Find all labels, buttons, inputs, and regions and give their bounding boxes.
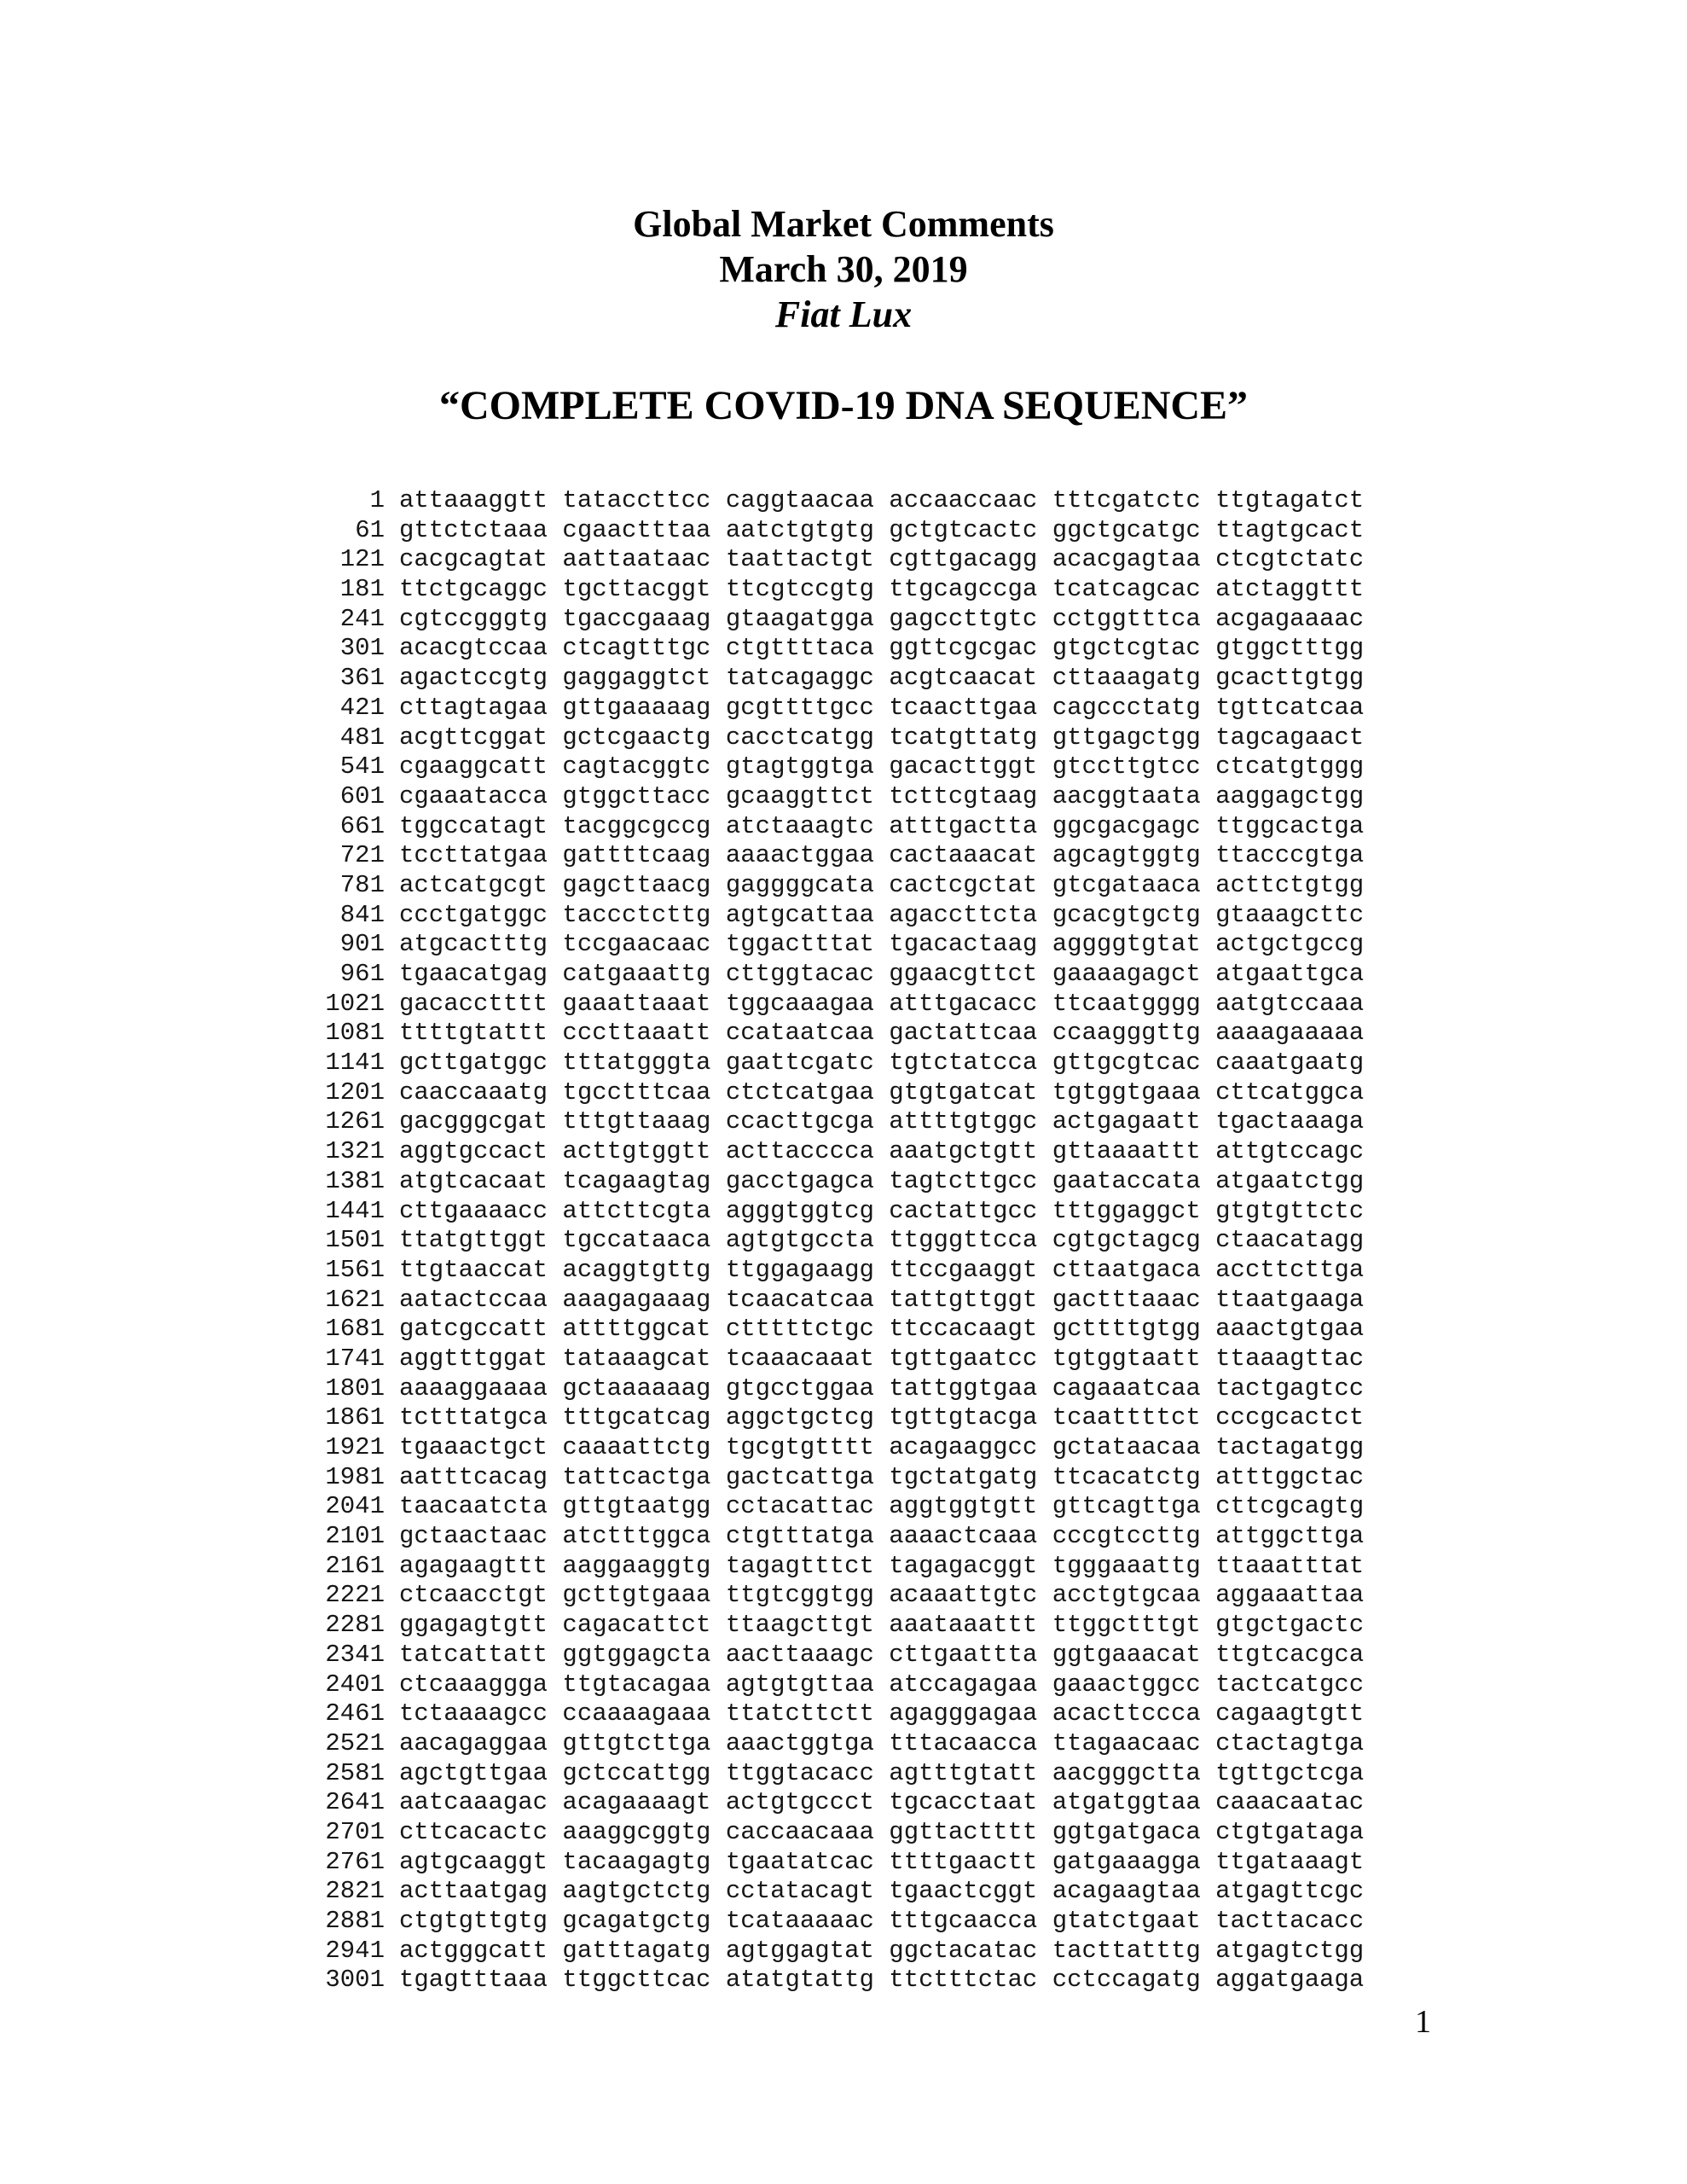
line-number: 841: [339, 900, 385, 929]
line-number: 1021: [325, 989, 385, 1018]
sequence-line: [324, 545, 1364, 575]
sequence-line: [324, 871, 1364, 901]
line-sequence: tatcattatt ggtggagcta aacttaaagc cttgaattta ggtgaaacat ttgtcacgca: [399, 1640, 1365, 1669]
line-sequence: tgaaactgct caaaattctg tgcgtgtttt acagaaggcc gctataacaa tactagatgg: [399, 1433, 1365, 1461]
line-number: 901: [339, 930, 385, 959]
line-sequence: ctcaacctgt gcttgtgaaa ttgtcggtgg acaaattgtc acctgtgcaa aggaaattaa: [399, 1581, 1365, 1610]
line-sequence: acgttcggat gctcgaactg cacctcatgg tcatgttatg gttgagctgg tagcagaact: [399, 723, 1365, 752]
line-sequence: ttgtaaccat acaggtgttg ttggagaagg ttccgaaggt cttaatgaca accttcttga: [399, 1255, 1365, 1284]
line-sequence: ccctgatggc taccctcttg agtgcattaa agaccttcta gcacgtgctg gtaaagcttc: [399, 900, 1365, 929]
line-sequence: cgtccgggtg tgaccgaaag gtaagatgga gagccttgtc cctggtttca acgagaaaac: [399, 604, 1365, 633]
sequence-line: [324, 1552, 1364, 1582]
line-sequence: tctttatgca tttgcatcag aggctgctcg tgttgtacga tcaattttct cccgcactct: [399, 1403, 1365, 1432]
sequence-line: [324, 516, 1364, 546]
sequence-line: [324, 1403, 1364, 1433]
line-sequence: tggccatagt tacggcgccg atctaaagtc atttgactta ggcgacgagc ttggcactga: [399, 811, 1365, 840]
doc-motto: Fiat Lux: [774, 293, 913, 335]
line-sequence: ttctgcaggc tgcttacggt ttcgtccgtg ttgcagccga tcatcagcac atctaggttt: [399, 575, 1365, 604]
line-sequence: gacacctttt gaaattaaat tggcaaagaa atttgacacc ttcaatgggg aatgtccaaa: [399, 989, 1365, 1018]
line-sequence: gacgggcgat tttgttaaag ccacttgcga attttgtggc actgagaatt tgactaaaga: [399, 1107, 1365, 1136]
sequence-block: [324, 486, 1364, 1995]
line-sequence: actgggcatt gatttagatg agtggagtat ggctacatac tacttatttg atgagtctgg: [399, 1936, 1365, 1965]
sequence-line: [324, 1107, 1364, 1137]
sequence-line: [324, 1492, 1364, 1522]
sequence-line: [324, 1463, 1364, 1493]
line-number: 2521: [325, 1728, 385, 1757]
line-sequence: gctaactaac atctttggca ctgtttatga aaaactcaaa cccgtccttg attggcttga: [399, 1522, 1365, 1551]
line-sequence: agactccgtg gaggaggtct tatcagaggc acgtcaacat cttaaagatg gcacttgtgg: [399, 664, 1365, 693]
line-number: 2101: [325, 1522, 385, 1551]
line-number: 421: [339, 693, 385, 722]
sequence-line: [324, 1877, 1364, 1907]
line-number: 481: [339, 723, 385, 752]
line-number: 2881: [325, 1907, 385, 1935]
line-number: 2701: [325, 1817, 385, 1846]
line-number: 2821: [325, 1877, 385, 1906]
line-sequence: tccttatgaa gattttcaag aaaactggaa cactaaacat agcagtggtg ttacccgtga: [399, 841, 1365, 870]
line-number: 2461: [325, 1699, 385, 1728]
sequence-line: [324, 1374, 1364, 1404]
line-sequence: gttctctaaa cgaactttaa aatctgtgtg gctgtcactc ggctgcatgc ttagtgcact: [399, 515, 1365, 544]
line-number: 1741: [325, 1344, 385, 1373]
sequence-line: [324, 1197, 1364, 1227]
sequence-line: [324, 1286, 1364, 1316]
sequence-line: [324, 1315, 1364, 1345]
sequence-line: [324, 1966, 1364, 1995]
sequence-line: [324, 1937, 1364, 1966]
sequence-line: [324, 1699, 1364, 1729]
line-number: 1501: [325, 1226, 385, 1255]
line-number: 1261: [325, 1107, 385, 1136]
line-number: 1141: [325, 1048, 385, 1077]
line-sequence: tctaaaagcc ccaaaagaaa ttatcttctt agagggagaa acacttccca cagaagtgtt: [399, 1699, 1365, 1728]
line-sequence: caaccaaatg tgcctttcaa ctctcatgaa gtgtgatcat tgtggtgaaa cttcatggca: [399, 1077, 1365, 1107]
sequence-line: [324, 1345, 1364, 1374]
line-number: 3001: [325, 1966, 385, 1995]
line-sequence: gcttgatggc tttatgggta gaattcgatc tgtctatcca gttgcgtcac caaatgaatg: [399, 1048, 1365, 1077]
line-number: 1921: [325, 1433, 385, 1461]
title-block: [0, 201, 1687, 337]
sequence-line: [324, 1167, 1364, 1197]
line-sequence: ttatgttggt tgccataaca agtgtgccta ttgggttcca cgtgctagcg ctaacatagg: [399, 1226, 1365, 1255]
line-sequence: tgagtttaaa ttggcttcac atatgtattg ttctttctac cctccagatg aggatgaaga: [399, 1966, 1365, 1995]
main-heading: “COMPLETE COVID-19 DNA SEQUENCE”: [438, 383, 1249, 428]
line-number: 2401: [325, 1670, 385, 1699]
line-sequence: aatcaaagac acagaaaagt actgtgccct tgcacctaat atgatggtaa caaacaatac: [399, 1788, 1365, 1817]
line-sequence: cgaaatacca gtggcttacc gcaaggttct tcttcgtaag aacggtaata aaggagctgg: [399, 781, 1365, 810]
line-number: 1561: [325, 1255, 385, 1284]
sequence-line: [324, 1611, 1364, 1641]
line-sequence: attaaaggtt tataccttcc caggtaacaa accaaccaac tttcgatctc ttgtagatct: [399, 486, 1365, 514]
sequence-line: [324, 752, 1364, 782]
line-number: 2581: [325, 1758, 385, 1787]
line-sequence: aaaaggaaaa gctaaaaaag gtgcctggaa tattggtgaa cagaaatcaa tactgagtcc: [399, 1374, 1365, 1403]
line-number: 1681: [325, 1315, 385, 1344]
line-sequence: atgtcacaat tcagaagtag gacctgagca tagtcttgcc gaataccata atgaatctgg: [399, 1166, 1365, 1195]
line-number: 181: [339, 575, 385, 604]
sequence-line: [324, 1848, 1364, 1878]
line-number: 961: [339, 960, 385, 988]
line-sequence: cttagtagaa gttgaaaaag gcgttttgcc tcaacttgaa cagccctatg tgttcatcaa: [399, 693, 1365, 722]
line-number: 2941: [325, 1936, 385, 1965]
line-number: 1621: [325, 1285, 385, 1314]
line-sequence: cgaaggcatt cagtacggtc gtagtggtga gacacttggt gtccttgtcc ctcatgtggg: [399, 752, 1365, 781]
line-number: 721: [339, 841, 385, 870]
line-sequence: agctgttgaa gctccattgg ttggtacacc agtttgtatt aacgggctta tgttgctcga: [399, 1758, 1365, 1787]
sequence-line: [324, 841, 1364, 871]
line-sequence: ctcaaaggga ttgtacagaa agtgtgttaa atccagagaa gaaactggcc tactcatgcc: [399, 1670, 1365, 1699]
sequence-line: [324, 782, 1364, 812]
line-number: 2281: [325, 1611, 385, 1640]
sequence-line: [324, 1137, 1364, 1167]
line-sequence: aacagaggaa gttgtcttga aaactggtga tttacaacca ttagaacaac ctactagtga: [399, 1728, 1365, 1757]
line-number: 1381: [325, 1166, 385, 1195]
doc-title: Global Market Comments: [633, 203, 1054, 245]
line-number: 2041: [325, 1492, 385, 1521]
line-number: 1081: [325, 1019, 385, 1048]
line-number: 2221: [325, 1581, 385, 1610]
line-sequence: agagaagttt aaggaaggtg tagagtttct tagagacggt tgggaaattg ttaaatttat: [399, 1551, 1365, 1580]
sequence-line: [324, 1433, 1364, 1463]
sequence-line: [324, 1670, 1364, 1700]
line-number: 2641: [325, 1788, 385, 1817]
sequence-line: [324, 1522, 1364, 1552]
sequence-line: [324, 1641, 1364, 1670]
line-sequence: cttcacactc aaaggcggtg caccaacaaa ggttactttt ggtgatgaca ctgtgataga: [399, 1817, 1365, 1846]
line-number: 2161: [325, 1551, 385, 1580]
line-number: 781: [339, 870, 385, 899]
sequence-line: [324, 634, 1364, 664]
sequence-line: [324, 1818, 1364, 1848]
line-sequence: aggtgccact acttgtggtt acttacccca aaatgctgtt gttaaaattt attgtccagc: [399, 1137, 1365, 1166]
sequence-line: [324, 1048, 1364, 1078]
line-sequence: ttttgtattt cccttaaatt ccataatcaa gactattcaa ccaagggttg aaaagaaaaa: [399, 1019, 1365, 1048]
sequence-line: [324, 1729, 1364, 1759]
line-sequence: tgaacatgag catgaaattg cttggtacac ggaacgttct gaaaagagct atgaattgca: [399, 960, 1365, 988]
line-sequence: acacgtccaa ctcagtttgc ctgttttaca ggttcgcgac gtgctcgtac gtggctttgg: [399, 634, 1365, 663]
sequence-line: [324, 930, 1364, 960]
sequence-line: [324, 664, 1364, 694]
line-sequence: aatactccaa aaagagaaag tcaacatcaa tattgttggt gactttaaac ttaatgaaga: [399, 1285, 1365, 1314]
sequence-line: [324, 1226, 1364, 1256]
sequence-line: [324, 605, 1364, 635]
sequence-line: [324, 1907, 1364, 1937]
line-number: 241: [339, 604, 385, 633]
line-number: 121: [339, 545, 385, 574]
sequence-line: [324, 1581, 1364, 1611]
line-sequence: gatcgccatt attttggcat ctttttctgc ttccacaagt gcttttgtgg aaactgtgaa: [399, 1315, 1365, 1344]
sequence-line: [324, 575, 1364, 605]
sequence-line: [324, 694, 1364, 723]
sequence-line: [324, 1788, 1364, 1818]
line-number: 2761: [325, 1847, 385, 1876]
line-sequence: ctgtgttgtg gcagatgctg tcataaaaac tttgcaacca gtatctgaat tacttacacc: [399, 1907, 1365, 1935]
line-number: 301: [339, 634, 385, 663]
doc-date: March 30, 2019: [719, 248, 968, 290]
line-number: 1861: [325, 1403, 385, 1432]
line-number: 541: [339, 752, 385, 781]
line-number: 1: [369, 486, 385, 514]
line-sequence: aggtttggat tataaagcat tcaaacaaat tgttgaatcc tgtggtaatt ttaaagttac: [399, 1344, 1365, 1373]
sequence-line: [324, 1256, 1364, 1286]
line-number: 601: [339, 781, 385, 810]
line-number: 61: [355, 515, 385, 544]
line-number: 1441: [325, 1196, 385, 1225]
sequence-line: [324, 486, 1364, 516]
line-number: 1801: [325, 1374, 385, 1403]
line-number: 1321: [325, 1137, 385, 1166]
sequence-line: [324, 901, 1364, 931]
sequence-line: [324, 1759, 1364, 1789]
line-sequence: aatttcacag tattcactga gactcattga tgctatgatg ttcacatctg atttggctac: [399, 1462, 1365, 1491]
line-number: 661: [339, 811, 385, 840]
line-sequence: acttaatgag aagtgctctg cctatacagt tgaactcggt acagaagtaa atgagttcgc: [399, 1877, 1365, 1906]
sequence-line: [324, 990, 1364, 1019]
line-number: 361: [339, 664, 385, 693]
sequence-line: [324, 1019, 1364, 1048]
page-number: 1: [1415, 2004, 1431, 2040]
line-sequence: agtgcaaggt tacaagagtg tgaatatcac ttttgaactt gatgaaagga ttgataaagt: [399, 1847, 1365, 1876]
sequence-line: [324, 812, 1364, 842]
line-number: 1201: [325, 1077, 385, 1107]
line-sequence: cacgcagtat aattaataac taattactgt cgttgacagg acacgagtaa ctcgtctatc: [399, 545, 1365, 574]
sequence-line: [324, 1078, 1364, 1108]
line-sequence: taacaatcta gttgtaatgg cctacattac aggtggtgtt gttcagttga cttcgcagtg: [399, 1492, 1365, 1521]
line-number: 1981: [325, 1462, 385, 1491]
line-sequence: actcatgcgt gagcttaacg gaggggcata cactcgctat gtcgataaca acttctgtgg: [399, 870, 1365, 899]
line-sequence: atgcactttg tccgaacaac tggactttat tgacactaag aggggtgtat actgctgccg: [399, 930, 1365, 959]
line-number: 2341: [325, 1640, 385, 1669]
sequence-line: [324, 960, 1364, 990]
sequence-line: [324, 723, 1364, 753]
line-sequence: ggagagtgtt cagacattct ttaagcttgt aaataaattt ttggctttgt gtgctgactc: [399, 1611, 1365, 1640]
line-sequence: cttgaaaacc attcttcgta agggtggtcg cactattgcc tttggaggct gtgtgttctc: [399, 1196, 1365, 1225]
